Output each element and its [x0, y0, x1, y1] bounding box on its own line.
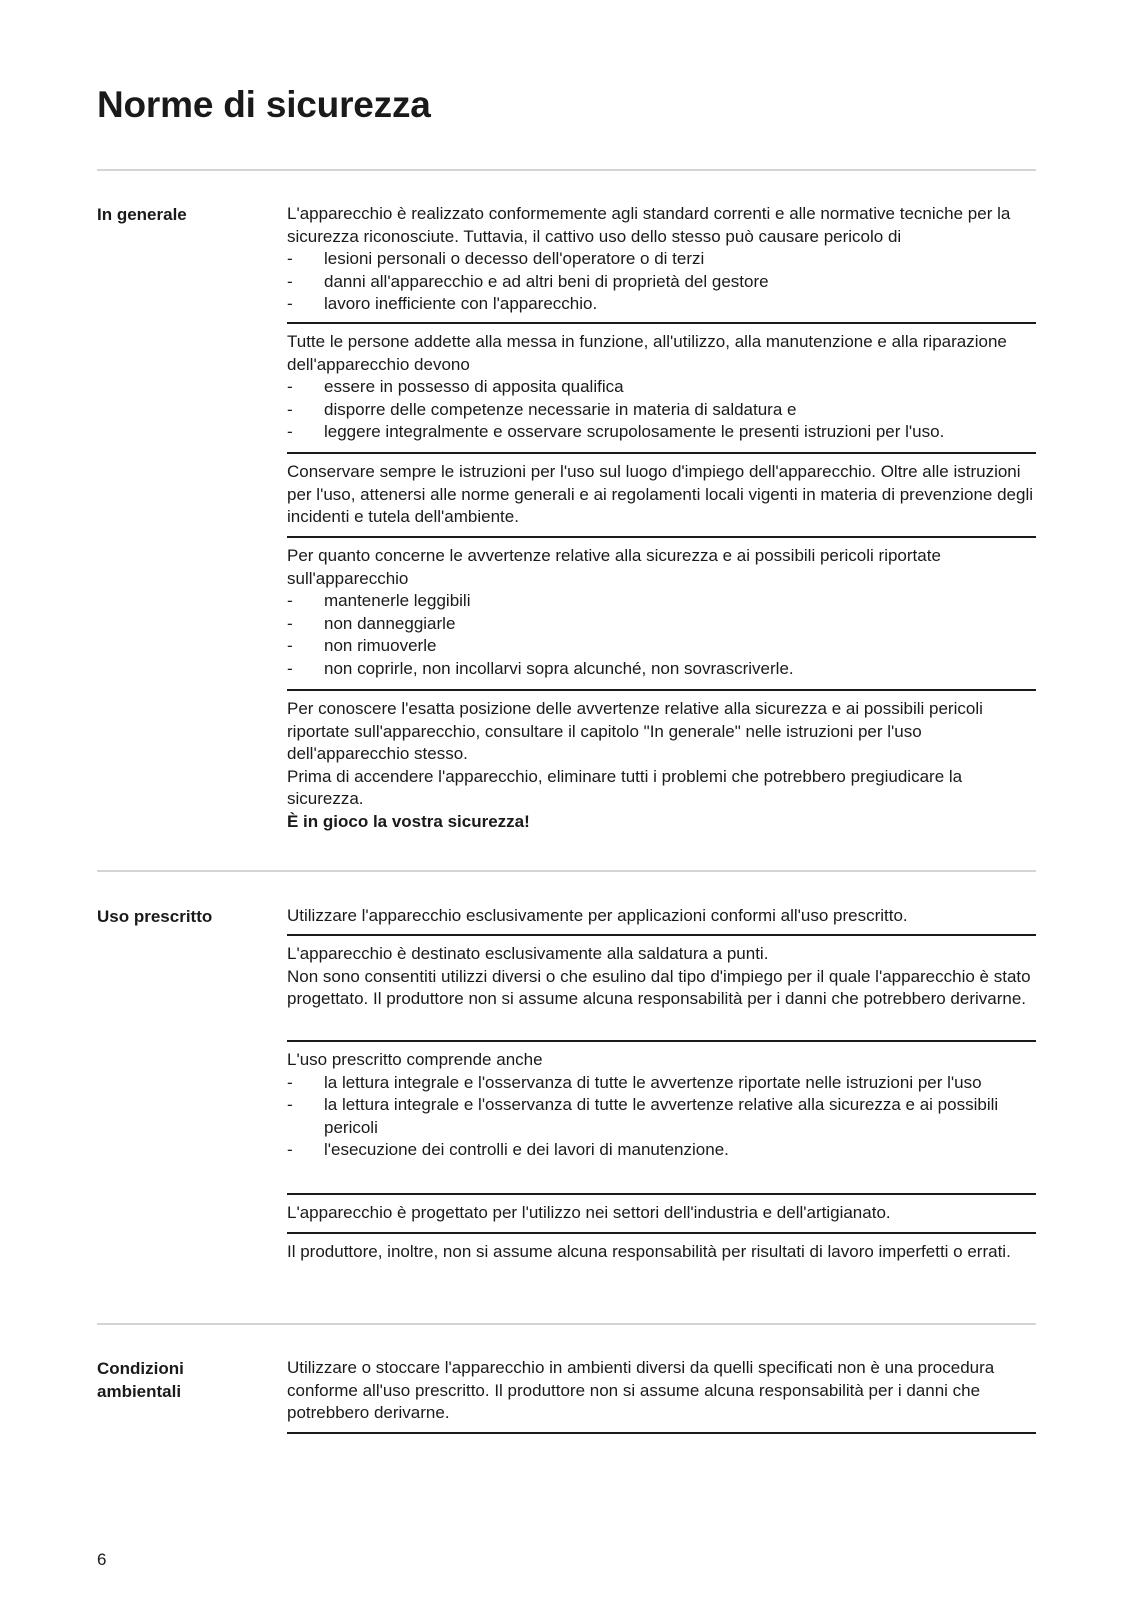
- page-number: 6: [97, 1550, 107, 1569]
- section-label-uso-prescritto: Uso prescritto: [97, 907, 213, 926]
- paragraph: Per quanto concerne le avvertenze relative alla sicurezza e ai possibili pericoli riportate sull'apparecchio: [287, 546, 941, 588]
- paragraph: Tutte le persone addette alla messa in funzione, all'utilizzo, alla manutenzione e alla riparazione dell'apparecchio devono: [287, 332, 1007, 374]
- in-generale-block-1: [287, 203, 1036, 316]
- list-item-text: non coprirle, non incollarvi sopra alcunché, non sovrascriverle.: [324, 658, 794, 678]
- block-divider: [287, 536, 1036, 538]
- page-title: Norme di sicurezza: [97, 84, 431, 125]
- block-divider: [287, 1040, 1036, 1042]
- uso-prescritto-block-1: [287, 905, 1036, 928]
- block-divider: [287, 689, 1036, 691]
- dash-bullet: -: [287, 377, 293, 397]
- section-label-in-generale: In generale: [97, 205, 187, 224]
- list-item-text: l'esecuzione dei controlli e dei lavori di manutenzione.: [324, 1140, 729, 1160]
- in-generale-block-2: [287, 331, 1036, 444]
- list-item-text: la lettura integrale e l'osservanza di tutte le avvertenze relative alla sicurezza e ai possibili pericoli: [324, 1095, 999, 1137]
- block-divider: [287, 452, 1036, 454]
- paragraph: Non sono consentiti utilizzi diversi o che esulino dal tipo d'impiego per il quale l'apparecchio è stato progettato. Il produttore non si assume alcuna responsabilità per i danni che potrebbero derivarne.: [287, 966, 1031, 1009]
- block-divider: [287, 1232, 1036, 1234]
- list-item: [287, 658, 1036, 681]
- list-item-text: non danneggiarle: [324, 613, 456, 633]
- uso-prescritto-block-5: [287, 1241, 1036, 1264]
- dash-bullet: -: [287, 658, 293, 678]
- list-item-text: leggere integralmente e osservare scrupolosamente le presenti istruzioni per l'uso.: [324, 422, 945, 442]
- list-item-text: essere in possesso di apposita qualifica: [324, 377, 624, 397]
- dash-bullet: -: [287, 613, 293, 633]
- dash-bullet: -: [287, 399, 293, 419]
- list-item: [287, 293, 1036, 316]
- uso-prescritto-block-3: [287, 1049, 1036, 1162]
- dash-list: [287, 590, 1036, 680]
- section-divider: [97, 169, 1036, 171]
- section-label-condizioni-ambientali: Condizioni ambientali: [97, 1359, 184, 1401]
- paragraph: Conservare sempre le istruzioni per l'uso sul luogo d'impiego dell'apparecchio. Oltre alle istruzioni per l'uso, attenersi alle norme generali e ai regolamenti locali vigenti in materia di prevenzione degli incidenti e tutela dell'ambiente.: [287, 462, 1033, 527]
- condizioni-ambientali-block-1: [287, 1357, 1036, 1425]
- paragraph: L'apparecchio è progettato per l'utilizzo nei settori dell'industria e dell'artigianato.: [287, 1203, 891, 1222]
- dash-bullet: -: [287, 636, 293, 656]
- in-generale-block-3: [287, 461, 1036, 529]
- list-item: [287, 399, 1036, 422]
- dash-bullet: -: [287, 271, 293, 291]
- dash-bullet: -: [287, 1072, 293, 1092]
- list-item: [287, 271, 1036, 294]
- block-divider: [287, 322, 1036, 324]
- dash-bullet: -: [287, 1140, 293, 1160]
- list-item-text: mantenerle leggibili: [324, 591, 471, 611]
- paragraph: Il produttore, inoltre, non si assume alcuna responsabilità per risultati di lavoro imperfetti o errati.: [287, 1242, 1011, 1261]
- in-generale-block-5: [287, 698, 1036, 834]
- dash-list: [287, 376, 1036, 444]
- block-divider: [287, 1432, 1036, 1434]
- list-item-text: disporre delle competenze necessarie in materia di saldatura e: [324, 399, 797, 419]
- paragraph: L'uso prescritto comprende anche: [287, 1050, 543, 1069]
- dash-list: [287, 248, 1036, 316]
- list-item-text: non rimuoverle: [324, 636, 437, 656]
- in-generale-block-4: [287, 545, 1036, 681]
- dash-bullet: -: [287, 422, 293, 442]
- dash-bullet: -: [287, 294, 293, 314]
- list-item: [287, 1139, 1036, 1162]
- list-item: [287, 613, 1036, 636]
- paragraph: Utilizzare o stoccare l'apparecchio in ambienti diversi da quelli specificati non è una procedura conforme all'uso prescritto. Il produttore non si assume alcuna responsabilità per i danni che potrebbero derivarne.: [287, 1358, 995, 1423]
- paragraph: Per conoscere l'esatta posizione delle avvertenze relative alla sicurezza e ai possibili pericoli riportate sull'apparecchio, consultare il capitolo "In generale" nelle istruzioni per l'uso dell'apparecchio stesso.: [287, 699, 983, 764]
- list-item-text: danni all'apparecchio e ad altri beni di proprietà del gestore: [324, 271, 769, 291]
- paragraph: L'apparecchio è realizzato conformemente agli standard correnti e alle normative tecniche per la sicurezza riconosciute. Tuttavia, il cattivo uso dello stesso può causare pericolo di: [287, 204, 1011, 246]
- dash-bullet: -: [287, 591, 293, 611]
- list-item: [287, 635, 1036, 658]
- dash-bullet: -: [287, 249, 293, 269]
- list-item: [287, 421, 1036, 444]
- list-item-text: lavoro inefficiente con l'apparecchio.: [324, 294, 598, 314]
- list-item-text: la lettura integrale e l'osservanza di tutte le avvertenze riportate nelle istruzioni per l'uso: [324, 1072, 982, 1092]
- block-divider: [287, 1193, 1036, 1195]
- uso-prescritto-block-4: [287, 1202, 1036, 1225]
- list-item: [287, 590, 1036, 613]
- list-item: [287, 1072, 1036, 1095]
- paragraph: L'apparecchio è destinato esclusivamente alla saldatura a punti.: [287, 944, 769, 963]
- list-item: [287, 1094, 1036, 1139]
- section-divider: [97, 870, 1036, 872]
- dash-list: [287, 1072, 1036, 1162]
- paragraph: Utilizzare l'apparecchio esclusivamente per applicazioni conformi all'uso prescritto.: [287, 906, 908, 925]
- section-divider: [97, 1323, 1036, 1325]
- paragraph: Prima di accendere l'apparecchio, eliminare tutti i problemi che potrebbero pregiudicare la sicurezza.: [287, 766, 963, 809]
- list-item-text: lesioni personali o decesso dell'operatore o di terzi: [324, 249, 705, 269]
- block-divider: [287, 934, 1036, 936]
- dash-bullet: -: [287, 1095, 293, 1115]
- list-item: [287, 248, 1036, 271]
- safety-emphasis: È in gioco la vostra sicurezza!: [287, 811, 530, 831]
- list-item: [287, 376, 1036, 399]
- uso-prescritto-block-2: [287, 943, 1036, 1011]
